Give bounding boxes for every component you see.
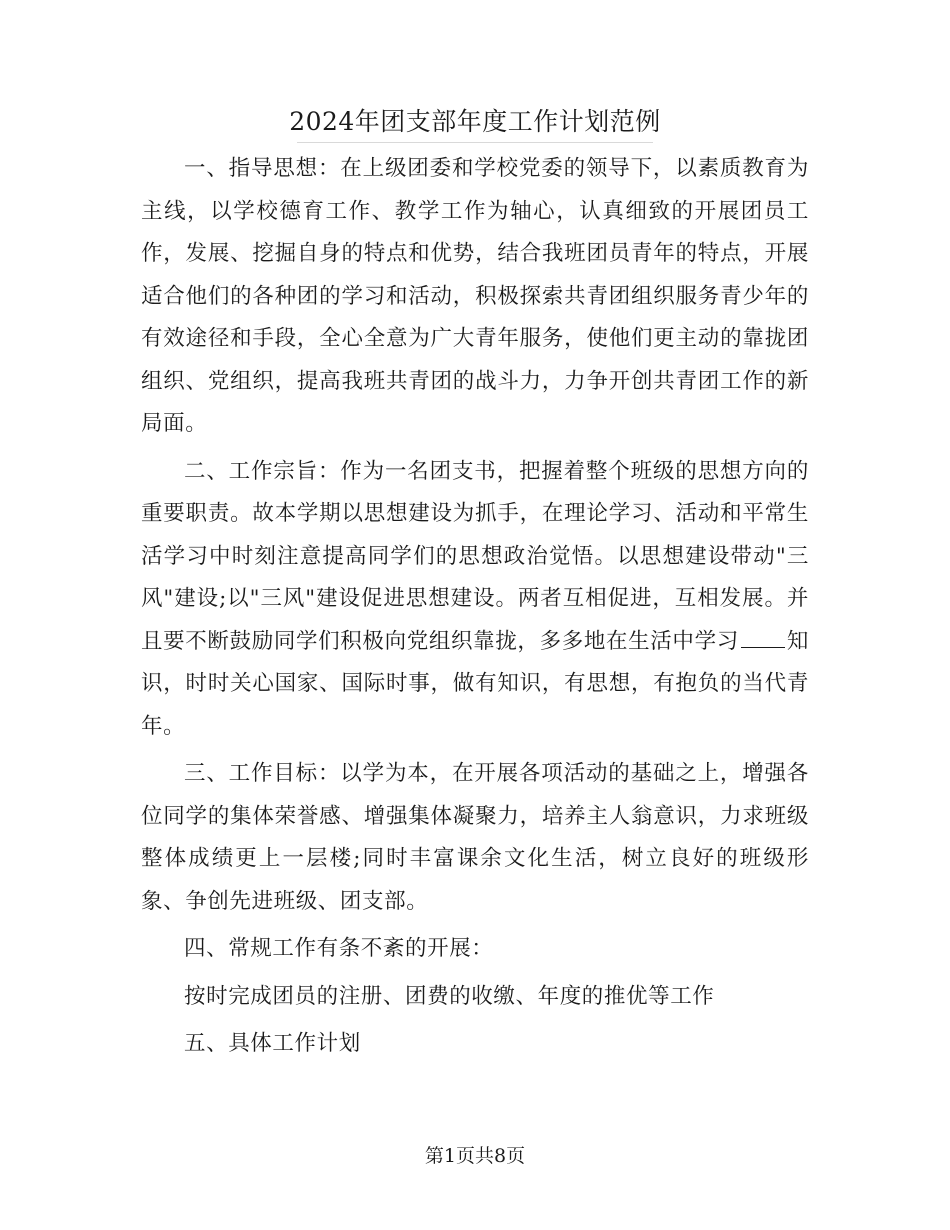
document-body: [141, 148, 809, 1071]
paragraph-guiding-ideology: 一、指导思想：在上级团委和学校党委的领导下，以素质教育为主线，以学校德育工作、教学工作为轴心，认真细致的开展团员工作，发展、挖掘自身的特点和优势，结合我班团员青年的特点，开展适合他们的各种团的学习和活动，积极探索共青团组织服务青少年的有效途径和手段，全心全意为广大青年服务，使他们更主动的靠拢团组织、党组织，提高我班共青团的战斗力，力争开创共青团工作的新局面。: [141, 156, 809, 436]
paragraph-work-purpose-part1: 二、工作宗旨：作为一名团支书，把握着整个班级的思想方向的重要职责。故本学期以思想建设为抓手，在理论学习、活动和平常生活学习中时刻注意提高同学们的思想政治觉悟。以思想建设带动"三风"建设;以"三风"建设促进思想建设。两者互相促进，互相发展。并且要不断鼓励同学们积极向党组织靠拢，多多地在生活中学习: [141, 458, 809, 654]
page-number-footer: 第1页共8页: [424, 1145, 526, 1167]
document-title: 2024年团支部年度工作计划范例: [289, 107, 661, 136]
title-underline: [297, 142, 653, 143]
fill-in-blank: [741, 627, 785, 648]
paragraph-work-purpose: [141, 451, 809, 749]
paragraph-routine-work-detail: 按时完成团员的注册、团费的收缴、年度的推优等工作: [184, 983, 715, 1009]
paragraph-work-purpose-part2: 知识，时时关心国家、国际时事，做有知识，有思想，有抱负的当代青年。: [141, 628, 810, 739]
paragraph-specific-plan-heading: 五、具体工作计划: [184, 1031, 361, 1056]
paragraph-work-goals: 三、工作目标：以学为本，在开展各项活动的基础之上，增强各位同学的集体荣誉感、增强集体凝聚力，培养主人翁意识，力求班级整体成绩更上一层楼;同时丰富课余文化生活，树立良好的班级形象、争创先进班级、团支部。: [141, 761, 809, 914]
paragraph-routine-work-heading: 四、常规工作有条不紊的开展：: [184, 936, 494, 961]
